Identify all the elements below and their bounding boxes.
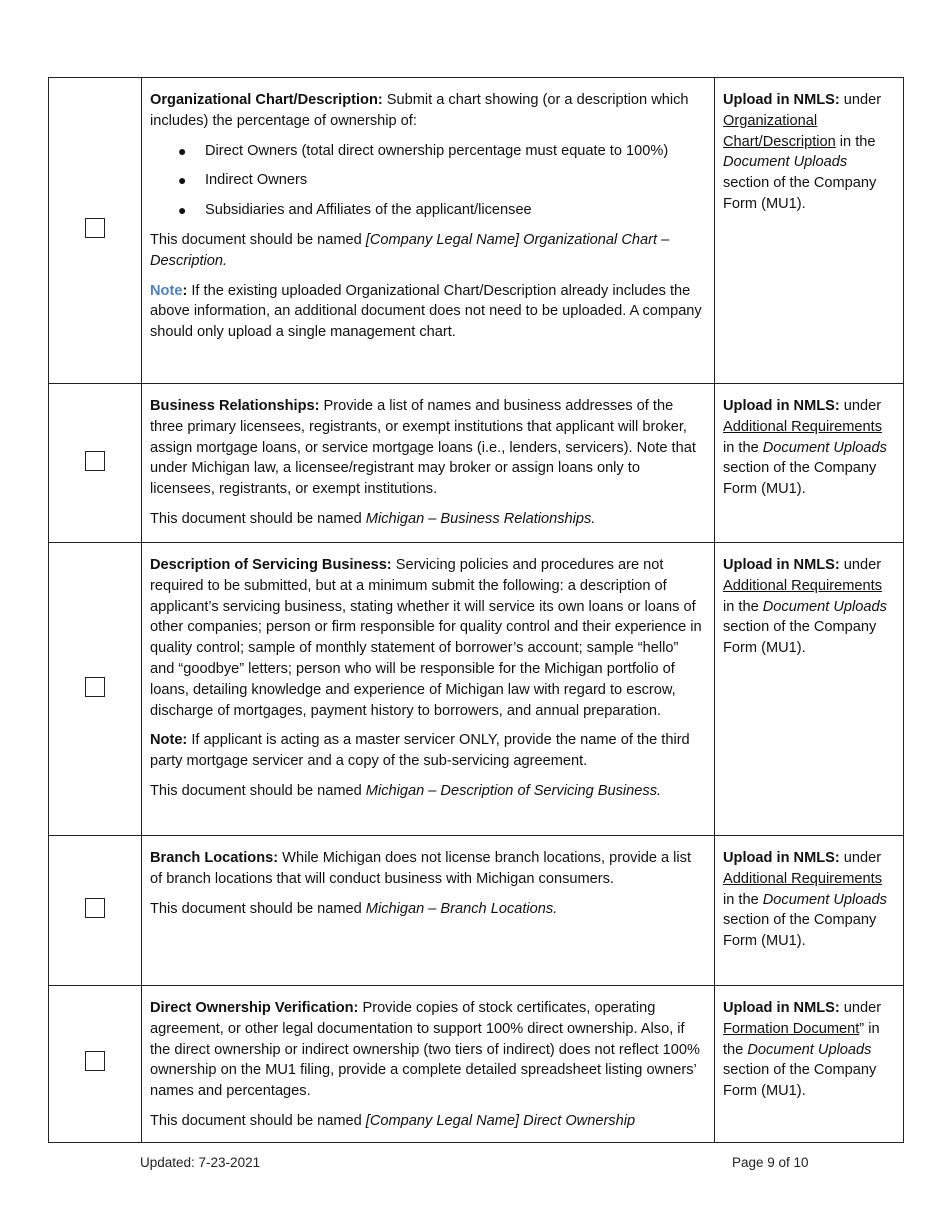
note-label: Note — [150, 282, 183, 299]
requirement-intro: Description of Servicing Business: Servicing policies and procedures are not required to be submitted, but at a minimum submit the following: a description of applicant’s servicing business, stating whether it will service its own loans or loans of other companies; person or firm responsible for quality control and their experience in quality control; sample of monthly statement of borrower’s account; sample “hello” and “goodbye” letters; person who will be responsible for the Michigan portfolio of loans, detailing knowledge and experience of Michigan law with regard to escrow, discharge of mortgages, payment history to borrowers, and annual preparation. — [150, 557, 702, 719]
requirement-heading: Branch Locations: — [150, 850, 279, 866]
nmls-upload-instruction: Upload in NMLS: under Organizational Chart/Description in the Document Uploads section of the Company Form (MU1). — [715, 78, 904, 384]
document-name-instruction: This document should be named [Company Legal Name] Direct Ownership — [150, 1112, 636, 1129]
requirement-intro: Branch Locations: While Michigan does not license branch locations, provide a list of branch locations that will conduct business with Michigan consumers. — [150, 850, 692, 887]
requirement-description — [142, 384, 715, 543]
requirement-intro: Direct Ownership Verification: Provide copies of stock certificates, operating agreement, or other legal documentation to support 100% direct ownership. Also, if the direct ownership or indirect ownership (two tiers of indirect) does not reflect 100% ownership on the MU1 filing, provide a complete detailed spreadsheet listing owners’ names and percentages. — [150, 1000, 700, 1100]
upload-category-link: Formation Document — [723, 1020, 860, 1037]
checkbox-cell — [49, 986, 142, 1143]
requirements-checklist-table — [48, 77, 904, 1143]
list-item: ● Subsidiaries and Affiliates of the applicant/licensee — [150, 200, 706, 221]
upload-category-link: Additional Requirements — [723, 418, 882, 435]
note-paragraph: Note: If the existing uploaded Organizational Chart/Description already includes the above information, an additional document does not need to be uploaded. A company should only upload a single management chart. — [150, 282, 702, 341]
checklist-row-branch-locations — [49, 836, 904, 986]
document-name: [Company Legal Name] Organizational Chart – Description. — [150, 231, 670, 269]
document-name-instruction: This document should be named [Company Legal Name] Organizational Chart – Description. — [150, 231, 670, 269]
checklist-row-organizational-chart — [49, 78, 904, 384]
requirement-description — [142, 836, 715, 986]
checkbox-cell — [49, 384, 142, 543]
checkbox-branch-locations[interactable] — [85, 898, 105, 918]
upload-category-link: Organizational Chart/Description — [723, 112, 836, 150]
requirement-heading: Description of Servicing Business: — [150, 557, 392, 573]
nmls-upload-instruction: Upload in NMLS: under Additional Requirements in the Document Uploads section of the Company Form (MU1). — [715, 543, 904, 836]
note-paragraph: Note: If applicant is acting as a master servicer ONLY, provide the name of the third party mortgage servicer and a copy of the sub-servicing agreement. — [150, 732, 690, 770]
bullet-icon: ● — [178, 172, 187, 189]
checkbox-cell — [49, 78, 142, 384]
ownership-bullet-list — [150, 141, 706, 221]
document-name: Michigan – Branch Locations. — [365, 900, 558, 917]
checkbox-organizational-chart[interactable] — [85, 218, 105, 238]
footer-updated-date: Updated: 7-23-2021 — [140, 1155, 261, 1170]
document-name: Michigan – Description of Servicing Business. — [365, 782, 662, 799]
requirement-description — [142, 543, 715, 836]
checkbox-cell — [49, 836, 142, 986]
bullet-icon: ● — [178, 142, 187, 159]
checklist-row-direct-ownership — [49, 986, 904, 1143]
list-item: ● Direct Owners (total direct ownership percentage must equate to 100%) — [150, 141, 706, 162]
requirement-description — [142, 78, 715, 384]
nmls-upload-instruction: Upload in NMLS: under Additional Requirements in the Document Uploads section of the Company Form (MU1). — [715, 384, 904, 543]
upload-category-link: Additional Requirements — [723, 577, 882, 594]
checkbox-servicing-business[interactable] — [85, 677, 105, 697]
checklist-row-servicing-business — [49, 543, 904, 836]
requirement-heading: Organizational Chart/Description: — [150, 92, 383, 108]
requirement-heading: Direct Ownership Verification: — [150, 1000, 359, 1016]
requirement-description — [142, 986, 715, 1143]
requirement-heading: Business Relationships: — [150, 398, 320, 414]
checklist-row-business-relationships — [49, 384, 904, 543]
footer-page-number: Page 9 of 10 — [732, 1155, 809, 1170]
document-name-instruction: This document should be named Michigan – Branch Locations. — [150, 900, 558, 917]
checkbox-business-relationships[interactable] — [85, 451, 105, 471]
requirement-intro: Organizational Chart/Description: Submit a chart showing (or a description which includes) the percentage of ownership of: — [150, 92, 689, 129]
bullet-icon: ● — [178, 202, 187, 219]
upload-category-link: Additional Requirements — [723, 870, 882, 887]
checkbox-direct-ownership[interactable] — [85, 1051, 105, 1071]
document-name-instruction: This document should be named Michigan – Business Relationships. — [150, 510, 596, 527]
document-name-instruction: This document should be named Michigan – Description of Servicing Business. — [150, 782, 662, 799]
list-item: ● Indirect Owners — [150, 170, 706, 191]
checkbox-cell — [49, 543, 142, 836]
requirement-intro: Business Relationships: Provide a list of names and business addresses of the three primary licensees, registrants, or exempt institutions that applicant will broker, assign mortgage loans, or service mortgage loans (i.e., lenders, servicers). Note that under Michigan law, a licensee/registrant may broker or assign loans only to licensees, registrants, or exempt institutions. — [150, 398, 696, 498]
document-name: [Company Legal Name] Direct Ownership — [365, 1112, 636, 1129]
nmls-upload-instruction: Upload in NMLS: under Additional Requirements in the Document Uploads section of the Company Form (MU1). — [715, 836, 904, 986]
nmls-upload-instruction: Upload in NMLS: under Formation Document” in the Document Uploads section of the Company Form (MU1). — [715, 986, 904, 1143]
document-name: Michigan – Business Relationships. — [365, 510, 596, 527]
note-label: Note: — [150, 732, 188, 749]
